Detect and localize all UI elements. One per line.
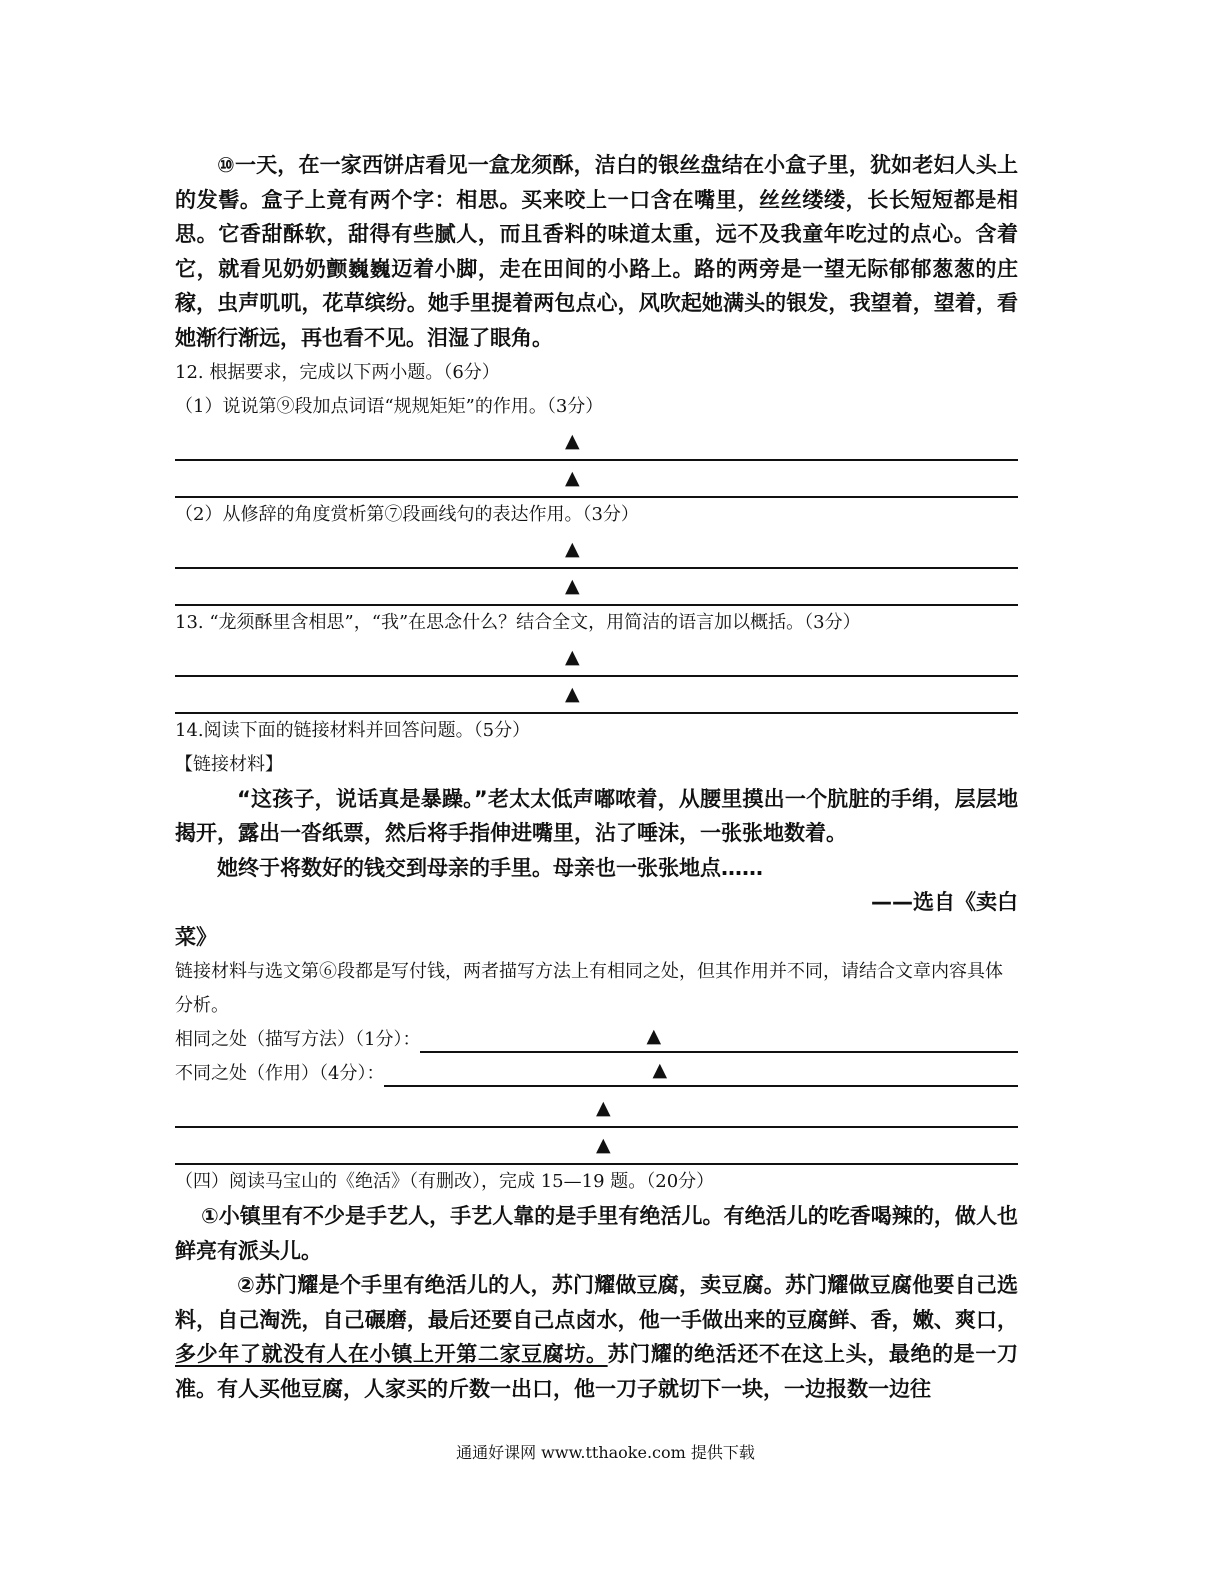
same-point-label: 相同之处（描写方法）（1分）：: [175, 1028, 421, 1050]
answer-mark-icon: ▲: [596, 1133, 611, 1156]
same-point-row: [175, 1023, 1018, 1057]
answer-mark-icon: ▲: [565, 466, 580, 489]
question-12-sub2: （2）从修辞的角度赏析第⑦段画线句的表达作用。（3分）: [175, 503, 639, 525]
material-source-continued: 菜》: [175, 925, 217, 950]
answer-line[interactable]: [175, 677, 1018, 714]
paragraph-2-text-end: 苏门耀的绝活还不在这上头，最绝的是一刀准。有人买他豆腐，人家买的斤数一出口，他一刀子就切下一块，一边报数一边往: [175, 1342, 1019, 1401]
answer-blank[interactable]: [420, 1023, 1018, 1053]
answer-line[interactable]: [175, 640, 1018, 677]
answer-mark-icon: ▲: [565, 574, 580, 597]
answer-mark-icon: ▲: [646, 1024, 662, 1047]
answer-mark-icon: ▲: [565, 429, 580, 452]
material-source: ——选自《卖白: [871, 890, 1018, 915]
answer-line[interactable]: [175, 424, 1018, 461]
answer-blank[interactable]: [384, 1057, 1018, 1087]
answer-line[interactable]: [175, 1128, 1018, 1165]
answer-mark-icon: ▲: [565, 682, 580, 705]
answer-line[interactable]: [175, 1091, 1018, 1128]
section-4-heading: （四）阅读马宝山的《绝活》（有删改），完成 15—19 题。（20分）: [175, 1170, 715, 1192]
material-paragraph-1: “这孩子，说话真是暴躁。”老太太低声嘟哝着，从腰里摸出一个肮脏的手绢，层层地揭开，露出一沓纸票，然后将手指伸进嘴里，沾了唾沫，一张张地数着。: [175, 786, 1018, 846]
answer-mark-icon: ▲: [565, 645, 580, 668]
material-paragraph-2: 她终于将数好的钱交到母亲的手里。母亲也一张张地点……: [217, 855, 763, 880]
question-12-sub1: （1）说说第⑨段加点词语“规规矩矩”的作用。（3分）: [175, 395, 604, 417]
question-14-stem: 14.阅读下面的链接材料并回答问题。（5分）: [175, 719, 531, 741]
exam-page: [175, 148, 1018, 1407]
answer-mark-icon: ▲: [652, 1058, 668, 1081]
section-4-paragraph-2: [175, 1268, 1018, 1406]
answer-line[interactable]: [175, 461, 1018, 498]
paragraph-10: ⑩一天，在一家西饼店看见一盒龙须酥，洁白的银丝盘结在小盒子里，犹如老妇人头上的发髻。盒子上竟有两个字：相思。买来咬上一口含在嘴里，丝丝缕缕，长长短短都是相思。它香甜酥软，甜得有些腻人，而且香料的味道太重，远不及我童年吃过的点心。含着它，就看见奶奶颤巍巍迈着小脚，走在田间的小路上。路的两旁是一望无际郁郁葱葱的庄稼，虫声叽叽，花草缤纷。她手里提着两包点心，风吹起她满头的银发，我望着，望着，看她渐行渐远，再也看不见。泪湿了眼角。: [175, 153, 1018, 350]
question-13-stem: 13. “龙须酥里含相思”，“我”在思念什么？结合全文，用简洁的语言加以概括。（3分）: [175, 611, 861, 633]
question-12-stem: 12. 根据要求，完成以下两小题。（6分）: [175, 361, 500, 383]
different-point-label: 不同之处（作用）（4分）：: [175, 1062, 385, 1084]
answer-line[interactable]: [175, 532, 1018, 569]
answer-line[interactable]: [175, 569, 1018, 606]
question-14-prompt: 链接材料与选文第⑥段都是写付钱，两者描写方法上有相同之处，但其作用并不同，请结合文章内容具体分析。: [175, 960, 1003, 1016]
material-title: 【链接材料】: [175, 753, 283, 775]
different-point-row: [175, 1057, 1018, 1091]
answer-mark-icon: ▲: [596, 1096, 611, 1119]
paragraph-2-text-start: ②苏门耀是个手里有绝活儿的人，苏门耀做豆腐，卖豆腐。苏门耀做豆腐他要自己选料，自己淘洗，自己碾磨，最后还要自己点卤水，他一手做出来的豆腐鲜、香，嫩、爽口，: [175, 1273, 1018, 1332]
page-footer: 通通好课网 www.tthaoke.com 提供下载: [456, 1443, 755, 1462]
answer-mark-icon: ▲: [565, 537, 580, 560]
underlined-sentence: 多少年了就没有人在小镇上开第二家豆腐坊。: [175, 1342, 608, 1367]
section-4-paragraph-1: ①小镇里有不少是手艺人，手艺人靠的是手里有绝活儿。有绝活儿的吃香喝辣的，做人也鲜亮有派头儿。: [175, 1203, 1018, 1263]
